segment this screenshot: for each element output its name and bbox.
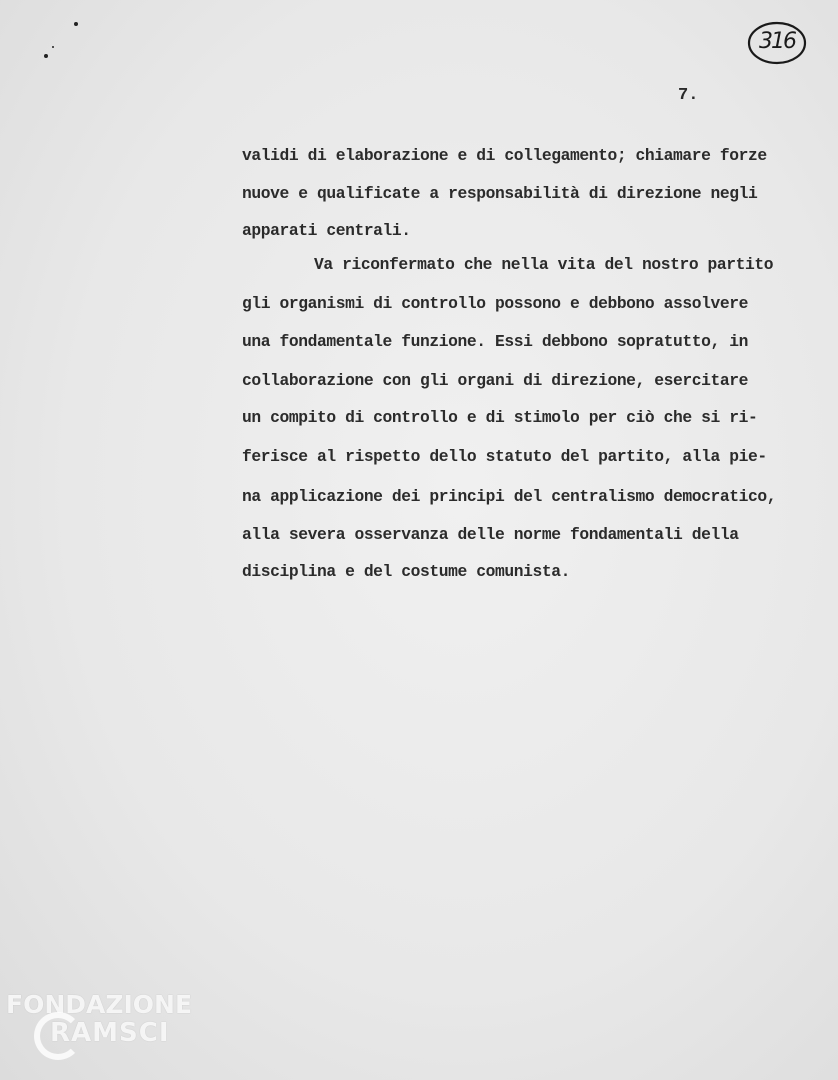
text-line: Va riconfermato che nella vita del nostro partito	[314, 255, 774, 274]
ink-speck	[52, 46, 54, 48]
archive-number: 316	[759, 29, 795, 54]
text-line: un compito di controllo e di stimolo per ciò che si ri-	[242, 408, 758, 427]
fondazione-gramsci-watermark	[6, 990, 206, 1070]
text-line: disciplina e del costume comunista.	[242, 562, 570, 581]
text-line: alla severa osservanza delle norme fondamentali della	[242, 525, 739, 544]
text-line: collaborazione con gli organi di direzione, esercitare	[242, 371, 748, 390]
text-line: una fondamentale funzione. Essi debbono sopratutto, in	[242, 332, 748, 351]
text-line: validi di elaborazione e di collegamento; chiamare forze	[242, 146, 767, 165]
watermark-line2: RAMSCI	[50, 1018, 170, 1048]
archive-number-stamp	[746, 20, 808, 66]
text-line: nuove e qualificate a responsabilità di direzione negli	[242, 184, 758, 203]
page-number: 7.	[678, 86, 699, 105]
text-line: na applicazione dei principi del centralismo democratico,	[242, 487, 777, 506]
watermark-line1: FONDAZIONE	[6, 990, 193, 1019]
ink-speck	[74, 22, 78, 26]
text-line: apparati centrali.	[242, 221, 411, 240]
ink-speck	[44, 54, 48, 58]
text-line: gli organismi di controllo possono e debbono assolvere	[242, 294, 748, 313]
text-line: ferisce al rispetto dello statuto del partito, alla pie-	[242, 447, 767, 466]
